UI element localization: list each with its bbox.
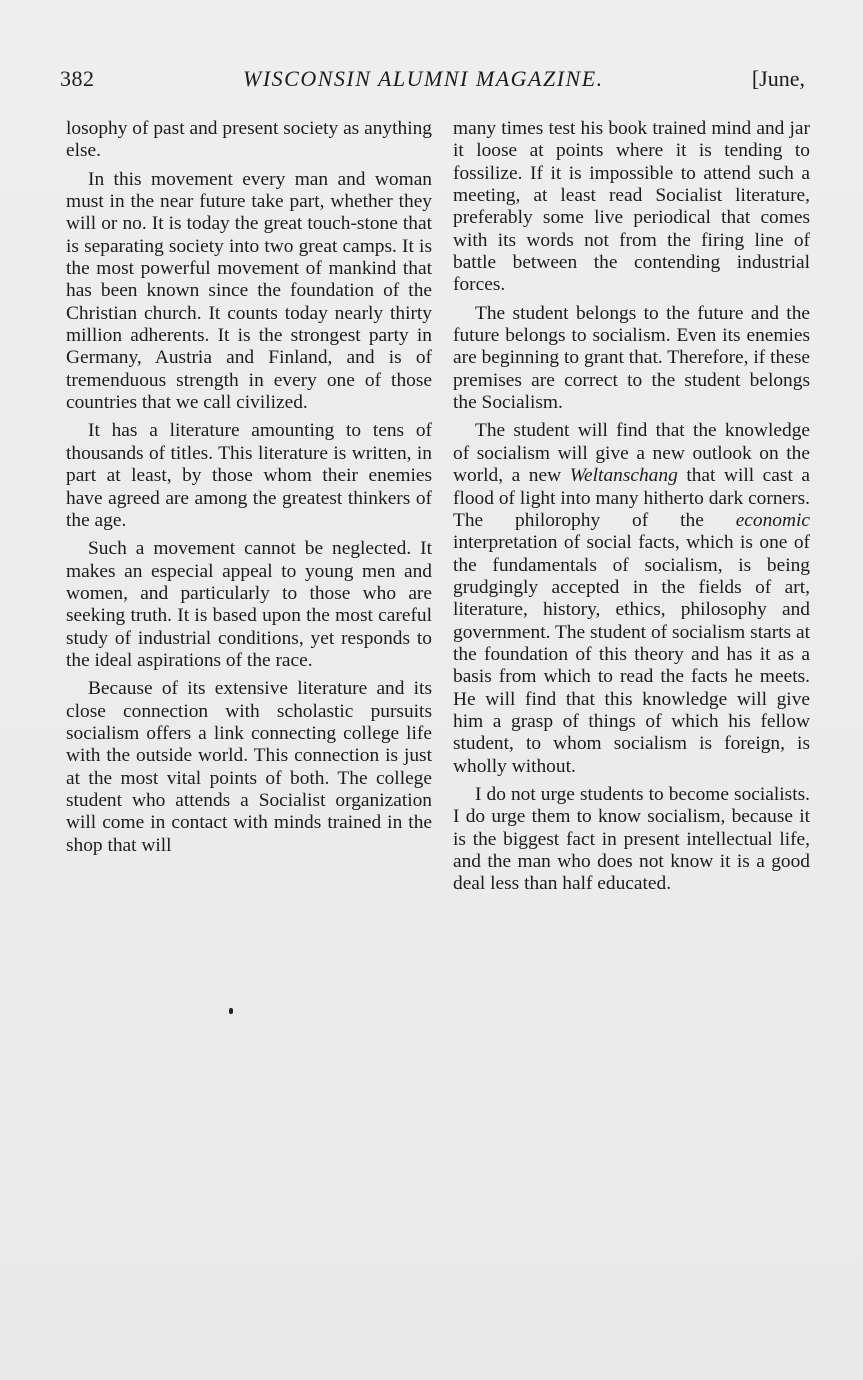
paragraph: Such a movement cannot be neglected. It makes an especial appeal to young men and women, and particularly to those who are seeking truth. It is based upon the most careful study of industrial conditions, yet responds to the ideal aspirations of the race. [66,538,432,671]
paragraph: losophy of past and present society as anything else. [66,118,432,162]
italic-term: economic [735,509,810,531]
right-column [453,118,810,902]
text-run: The student will find that the knowledge of socialism will give a new outlook on the world, a new [453,420,810,487]
journal-title: WISCONSIN ALUMNI MAGAZINE. [243,66,604,91]
paragraph: The student belongs to the future and the future belongs to socialism. Even its enemies are beginning to grant that. Therefore, if these premises are correct to the student belongs the Socialism. [453,302,810,414]
text-run: interpretation of social facts, which is one of the fundamentals of socialism, is being grudgingly accepted in the fields of art, literature, history, ethics, philosophy and government. The student of socialism starts at the foundation of this theory and has it as a basis from which to read the facts he meets. He will find that this knowledge will give him a grasp of things of which his fellow student, to whom socialism is foreign, is wholly without. [453,532,810,777]
issue-month: [June, [751,66,805,91]
paragraph: I do not urge students to become socialists. I do urge them to know socialism, because it is the biggest fact in present intellectual life, and the man who does not know it is a good deal less than half educated. [453,783,810,895]
running-head [60,66,805,98]
left-column [66,118,432,863]
paragraph: In this movement every man and woman must in the near future take part, whether they will or no. It is today the great touch-stone that is separating society into two great camps. It is the most powerful movement of mankind that has been known since the foundation of the Christian church. It counts today nearly thirty million adherents. It is the strongest party in Germany, Austria and Finland, and is of tremenduous strength in every one of those countries that we call civilized. [66,168,432,414]
page-number: 382 [60,66,95,91]
paragraph: It has a literature amounting to tens of thousands of titles. This literature is written, in part at least, by those whom their enemies have agreed are among the greatest thinkers of the age. [66,420,432,531]
paragraph: Because of its extensive literature and its close connection with scholastic pursuits socialism offers a link connecting college life with the outside world. This connection is just at the most vital points of both. The college student who attends a Socialist organization will come in contact with minds trained in the shop that will [66,678,432,856]
paragraph: many times test his book trained mind and jar it loose at points where it is tending to fossilize. If it is impossible to attend such a meeting, at least read Socialist literature, preferably some live periodical that comes with its words not from the firing line of battle between the contending industrial forces. [453,118,810,296]
text-run: that will cast a flood of light into many hitherto dark corners. The philorophy of the [453,465,810,531]
print-mark [229,1008,233,1014]
paragraph-with-italics [453,420,810,778]
italic-term: Weltanschang [569,465,678,487]
